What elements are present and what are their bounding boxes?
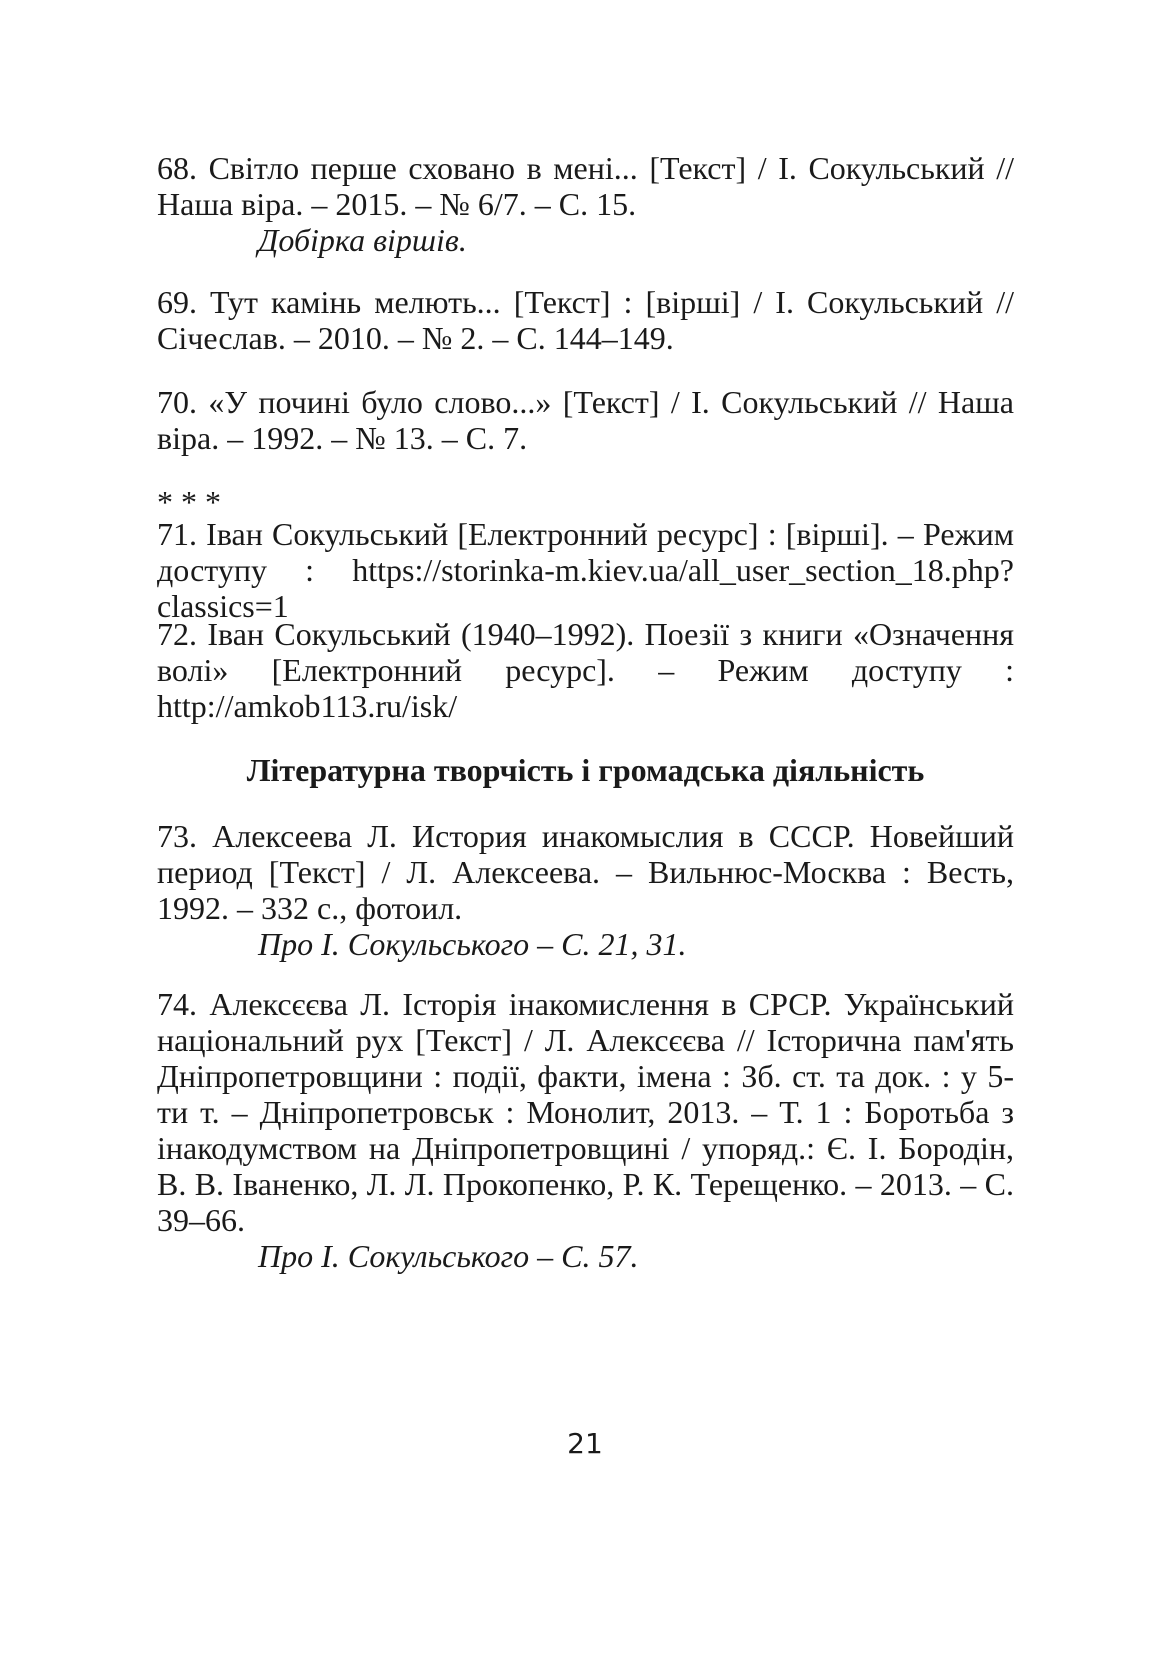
entry-note: Про І. Сокульського – С. 57. <box>258 1238 639 1274</box>
entry-text: 69. Тут камінь мелють... [Текст] : [вірші] / І. Сокульський // Січеслав. – 2010. – № 2. – С. 144–149. <box>157 284 1014 356</box>
entry-text: 70. «У почині було слово...» [Текст] / І. Сокульський // Наша віра. – 1992. – № 13. – С. 7. <box>157 384 1014 456</box>
bibliography-entry-68 <box>157 150 1014 258</box>
entry-text: 73. Алексеева Л. История инакомыслия в СССР. Новейший период [Текст] / Л. Алексеева. – Вильнюс-Москва : Весть, 1992. – 332 с., фотоил. <box>157 818 1014 926</box>
entry-text: 72. Іван Сокульський (1940–1992). Поезії з книги «Означення волі» [Електронний ресурс]. – Режим доступу : http://amkob113.ru/isk/ <box>157 616 1014 724</box>
bibliography-entry-70 <box>157 384 1014 456</box>
section-heading: Літературна творчість і громадська діяльність <box>246 752 925 788</box>
entry-text: 74. Алексєєва Л. Історія інакомислення в СРСР. Український національний рух [Текст] / Л. Алексєєва // Історична пам'ять Дніпропетровщини : події, факти, імена : Зб. ст. та док. : у 5-ти т. – Дніпропетровськ : Монолит, 2013. – Т. 1 : Боротьба з інакодумством на Дніпропетровщині / упоряд.: Є. І. Бородін, В. В. Іваненко, Л. Л. Прокопенко, Р. К. Терещенко. – 2013. – С. 39–66. <box>157 986 1014 1238</box>
page-number: 21 <box>567 1427 603 1460</box>
entry-text: 68. Світло перше сховано в мені... [Текст] / І. Сокульський // Наша віра. – 2015. – № 6/7. – С. 15. <box>157 150 1014 222</box>
bibliography-entry-73 <box>157 818 1014 962</box>
bibliography-entry-74 <box>157 986 1014 1274</box>
section-separator: * * * <box>157 484 221 520</box>
bibliography-entry-71 <box>157 516 1014 624</box>
bibliography-entry-72 <box>157 616 1014 724</box>
bibliography-entry-69 <box>157 284 1014 356</box>
entry-note: Про І. Сокульського – С. 21, 31. <box>258 926 687 962</box>
entry-text: 71. Іван Сокульський [Електронний ресурс] : [вірші]. – Режим доступу : https://storinka-m.kiev.ua/all_user_section_18.php?classics=1 <box>157 516 1014 624</box>
entry-note: Добірка віршів. <box>258 222 467 258</box>
